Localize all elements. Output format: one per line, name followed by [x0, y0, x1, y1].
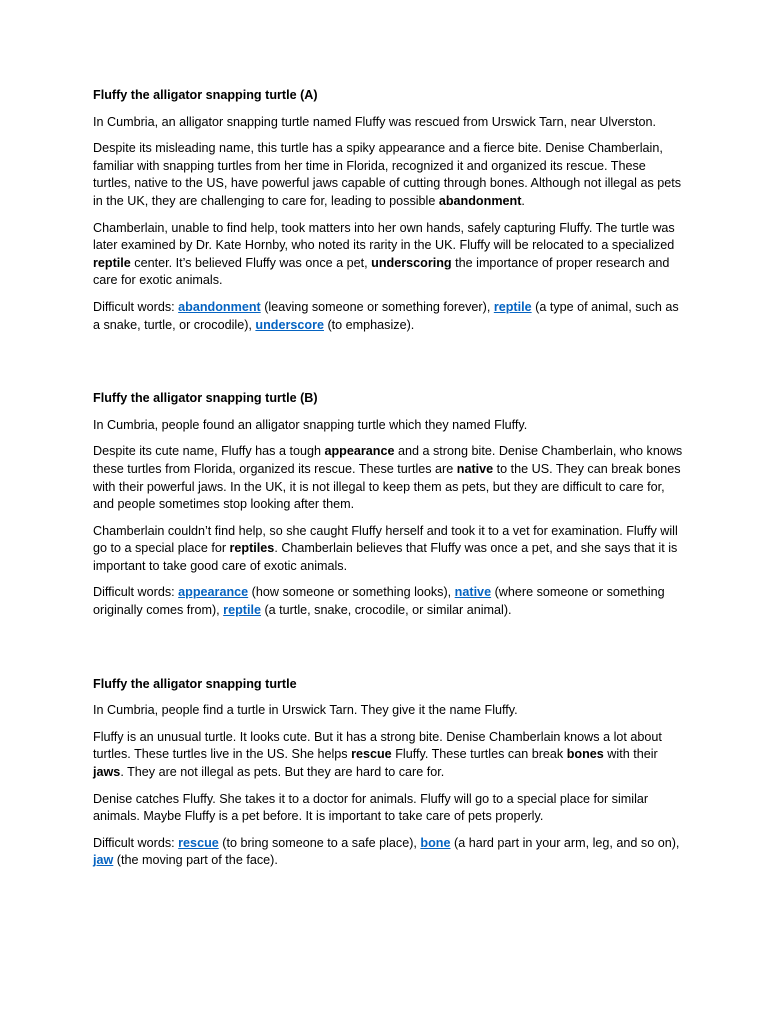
body-paragraph — [93, 791, 683, 826]
paragraph-text: Fluffy. These turtles can break — [391, 747, 567, 762]
paragraph-text: . Chamberlain believes that Fluffy was once a pet, and she says that it is important to take good care of exotic animals. — [93, 541, 678, 573]
difficult-words — [93, 299, 683, 334]
paragraph-text: In Cumbria, people find a turtle in Urswick Tarn. They give it the name Fluffy. — [93, 703, 518, 718]
difficult-words-label: Difficult words: — [93, 835, 179, 850]
vocab-definition: (where someone or something originally comes from), — [93, 585, 665, 618]
vocab-link[interactable]: bone — [420, 835, 451, 850]
article-title: Fluffy the alligator snapping turtle (A) — [93, 88, 318, 102]
vocab-definition: (a turtle, snake, crocodile, or similar animal). — [260, 603, 512, 618]
paragraph-text: Denise catches Fluffy. She takes it to a doctor for animals. Fluffy will go to a special place for similar animals. Maybe Fluffy is a pet before. It is important to take care of pets properly. — [93, 791, 649, 824]
bold-word: underscoring — [371, 255, 452, 270]
paragraph-text: Despite its cute name, Fluffy has a tough — [93, 444, 325, 459]
paragraph-text: and a strong bite. Denise Chamberlain, who knows these turtles from Florida, organized its rescue. These turtles are — [93, 444, 683, 476]
paragraph-text: Chamberlain couldn’t find help, so she caught Fluffy herself and took it to a vet for examination. Fluffy will go to a special place for — [93, 523, 678, 556]
bold-word: abandonment — [438, 193, 522, 208]
paragraph-text: with their — [603, 747, 658, 762]
vocab-definition: (a type of animal, such as a snake, turtle, or crocodile), — [93, 299, 679, 332]
paragraph-text: . They are not illegal as pets. But they are hard to care for. — [120, 765, 445, 780]
paragraph-text: In Cumbria, people found an alligator snapping turtle which they named Fluffy. — [93, 417, 528, 432]
body-paragraph — [93, 220, 683, 290]
article-section-a — [93, 87, 683, 334]
vocab-link[interactable]: native — [454, 585, 492, 600]
article-title: Fluffy the alligator snapping turtle (B) — [93, 391, 318, 406]
intro-paragraph — [93, 702, 683, 720]
bold-word: reptile — [93, 255, 131, 270]
bold-word: native — [456, 461, 494, 476]
intro-paragraph — [93, 417, 683, 435]
paragraph-text: . — [521, 193, 525, 208]
vocab-link[interactable]: abandonment — [178, 299, 261, 314]
intro-paragraph — [93, 114, 683, 132]
paragraph-text: Fluffy is an unusual turtle. It looks cute. But it has a strong bite. Denise Chamberlain knows a lot about turtles. These turtles live in the US. She helps — [93, 729, 662, 762]
paragraph-text: center. It’s believed Fluffy was once a pet, — [130, 255, 372, 270]
difficult-words — [93, 835, 683, 870]
bold-word: rescue — [351, 747, 392, 762]
paragraph-text: Despite its misleading name, this turtle has a spiky appearance and a fierce bite. Denise Chamberlain, familiar with snapping turtles from her time in Florida, recognized it and organized its rescue. These turtles, native to the US, have powerful jaws capable of cutting through bones. Although not illegal as pets in the UK, they are challenging to care for, leading to possible — [93, 141, 682, 208]
bold-word: appearance — [324, 444, 395, 459]
bold-word: bones — [566, 747, 604, 762]
vocab-definition: (to bring someone to a safe place), — [218, 835, 421, 850]
vocab-link[interactable]: jaw — [93, 853, 114, 868]
paragraph-text: the importance of proper research and care for exotic animals. — [93, 255, 670, 288]
paragraph-text: In Cumbria, an alligator snapping turtle named Fluffy was rescued from Urswick Tarn, near Ulverston. — [93, 114, 656, 129]
vocab-link[interactable]: reptile — [493, 299, 532, 314]
body-paragraph — [93, 140, 683, 210]
vocab-link[interactable]: appearance — [178, 585, 249, 600]
vocab-link[interactable]: reptile — [223, 603, 261, 618]
paragraph-text: to the US. They can break bones with their powerful jaws. In the UK, it is not illegal to keep them as pets, but they are difficult to care for, and people sometimes stop looking after them. — [93, 461, 681, 512]
body-paragraph — [93, 729, 683, 782]
vocab-definition: (a hard part in your arm, leg, and so on), — [450, 835, 680, 850]
body-paragraph — [93, 523, 683, 576]
vocab-definition: (leaving someone or something forever), — [260, 299, 494, 314]
vocab-link[interactable]: underscore — [255, 317, 324, 332]
article-title: Fluffy the alligator snapping turtle — [93, 676, 297, 691]
vocab-link[interactable]: rescue — [178, 835, 219, 850]
bold-word: jaws — [93, 765, 121, 780]
paragraph-text: Chamberlain, unable to find help, took matters into her own hands, safely capturing Fluffy. The turtle was later examined by Dr. Kate Hornby, who noted its rarity in the UK. Fluffy will be relocated to a specialized — [93, 220, 675, 253]
vocab-definition: (the moving part of the face). — [113, 853, 278, 868]
difficult-words-label: Difficult words: — [93, 585, 179, 600]
vocab-definition: (to emphasize). — [323, 317, 415, 332]
vocab-definition: (how someone or something looks), — [248, 585, 455, 600]
bold-word: reptiles — [229, 541, 275, 556]
difficult-words-label: Difficult words: — [93, 299, 179, 314]
article-section-c — [93, 676, 683, 870]
body-paragraph — [93, 443, 683, 513]
article-section-b — [93, 390, 683, 620]
difficult-words — [93, 584, 683, 619]
document-page — [93, 87, 683, 879]
